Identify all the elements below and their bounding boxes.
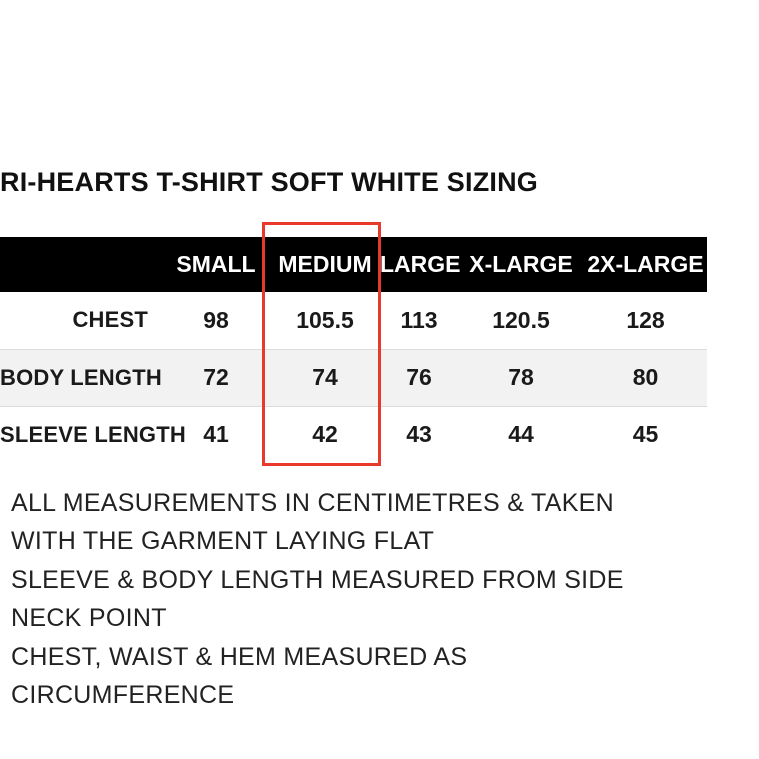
row-label-sleeve-length: SLEEVE LENGTH <box>0 421 186 447</box>
cell-sleeve-medium: 42 <box>312 421 338 448</box>
cell-sleeve-small: 41 <box>203 421 229 448</box>
header-corner <box>0 237 162 292</box>
size-table <box>0 237 707 463</box>
cell-chest-medium: 105.5 <box>296 306 354 333</box>
cell-body-x-large: 78 <box>508 364 534 390</box>
row-label-chest: CHEST <box>72 307 148 333</box>
cell-chest-2x-large: 128 <box>626 306 665 333</box>
table-row-body-length <box>0 349 707 406</box>
note-line: CHEST, WAIST & HEM MEASURED AS <box>11 642 468 671</box>
header-small: SMALL <box>176 251 256 277</box>
size-chart <box>0 237 707 463</box>
size-header-row <box>0 237 707 292</box>
cell-chest-large: 113 <box>400 306 438 333</box>
header-x-large: X-LARGE <box>469 251 573 277</box>
cell-body-small: 72 <box>203 364 229 390</box>
cell-sleeve-large: 43 <box>406 421 432 448</box>
note-line: WITH THE GARMENT LAYING FLAT <box>11 527 435 556</box>
cell-chest-x-large: 120.5 <box>492 306 550 333</box>
header-2x-large: 2X-LARGE <box>587 251 704 277</box>
measurement-notes <box>11 484 711 714</box>
header-medium: MEDIUM <box>278 251 372 277</box>
sizing-title: RI-HEARTS T-SHIRT SOFT WHITE SIZING <box>0 167 538 197</box>
cell-body-large: 76 <box>406 364 432 390</box>
table-row-sleeve-length <box>0 406 707 463</box>
note-line: CIRCUMFERENCE <box>11 681 235 710</box>
header-large: LARGE <box>380 251 461 277</box>
cell-chest-small: 98 <box>203 306 229 333</box>
row-label-body-length: BODY LENGTH <box>0 364 162 390</box>
cell-body-2x-large: 80 <box>632 364 659 390</box>
cell-body-medium: 74 <box>312 364 338 390</box>
note-line: SLEEVE & BODY LENGTH MEASURED FROM SIDE <box>11 565 624 594</box>
table-row-chest <box>0 292 707 349</box>
note-line: NECK POINT <box>11 604 167 633</box>
note-line: ALL MEASUREMENTS IN CENTIMETRES & TAKEN <box>11 489 615 517</box>
cell-sleeve-2x-large: 45 <box>632 421 659 448</box>
cell-sleeve-x-large: 44 <box>508 421 534 448</box>
